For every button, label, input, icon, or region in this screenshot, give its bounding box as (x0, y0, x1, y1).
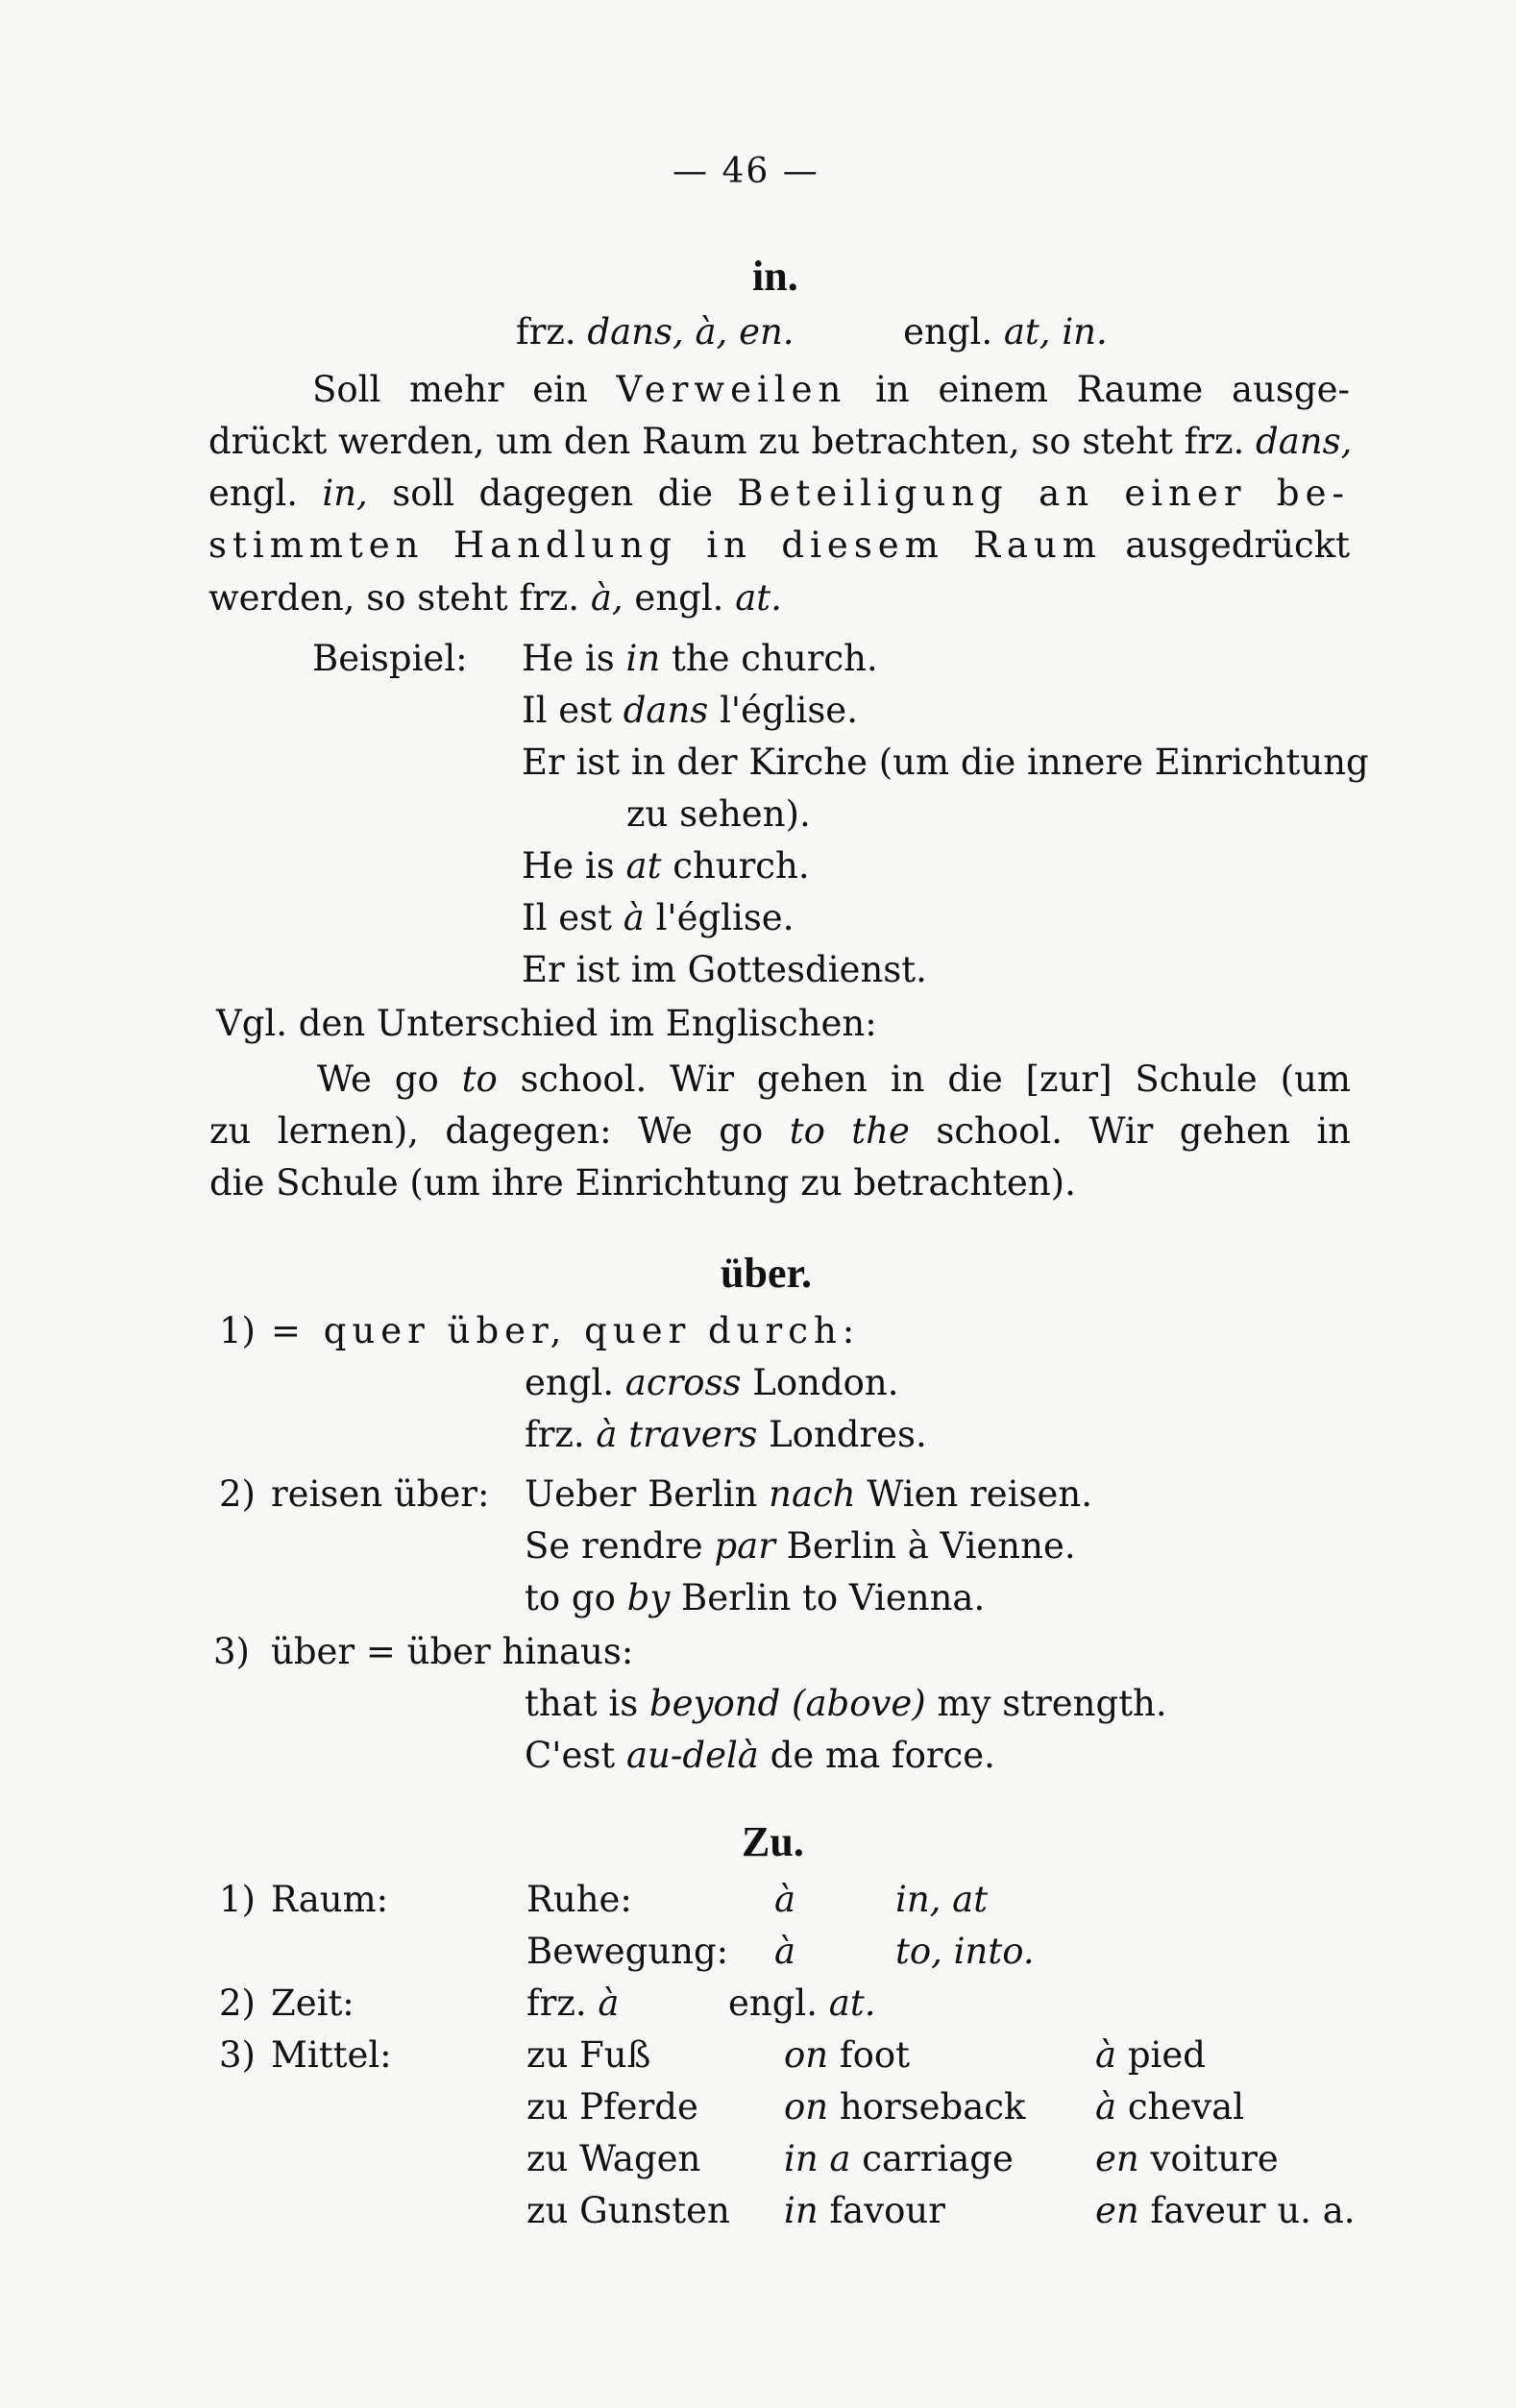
en-words: at, in. (1003, 311, 1108, 353)
means-de-3: zu Gunsten (526, 2190, 730, 2231)
ueber-item1-label: = quer über, quer durch: (271, 1310, 861, 1351)
means-fr-0: à pied (1095, 2034, 1206, 2076)
means-de-2: zu Wagen (526, 2138, 701, 2179)
ueber-item3-fr: C'est au-delà de ma force. (525, 1735, 995, 1776)
zu-row3-num: 3) (219, 2034, 256, 2076)
para2-line3: die Schule (um ihre Einrichtung zu betrachten). (209, 1162, 1076, 1204)
zu-row2-label: Zeit: (271, 1982, 355, 2024)
means-fr-2: en voiture (1095, 2138, 1279, 2179)
means-en-0: on foot (784, 2034, 910, 2076)
means-en-3: in favour (784, 2190, 945, 2231)
fr-words: dans, à, en. (587, 311, 795, 353)
para1-line3: engl. in, soll dagegen die Beteiligung an einer be- (208, 473, 1351, 514)
page-number: — 46 — (672, 152, 819, 191)
heading-zu: Zu. (742, 1818, 804, 1865)
ueber-item1-en: engl. across London. (525, 1362, 899, 1403)
zu-row2-c1: frz. à (526, 1982, 620, 2024)
para2-line2: zu lernen), dagegen: We go to the school. Wir gehen in (209, 1110, 1351, 1152)
means-en-1: on horseback (784, 2086, 1026, 2128)
zu-row1-num: 1) (219, 1879, 256, 1920)
ueber-item2-de: Ueber Berlin nach Wien reisen. (525, 1473, 1092, 1515)
zu-row1-label: Raum: (271, 1879, 389, 1920)
ueber-item2-num: 2) (219, 1473, 256, 1515)
zu-row2-num: 2) (219, 1982, 256, 2024)
example-5: Il est à l'église. (522, 897, 795, 938)
example-3: Er ist in der Kirche (um die innere Einrichtung (522, 742, 1369, 783)
means-de-1: zu Pferde (526, 2086, 698, 2128)
ueber-item2-label: reisen über: (271, 1473, 490, 1515)
example-6: Er ist im Gottesdienst. (522, 949, 927, 990)
ueber-item2-en: to go by Berlin to Vienna. (525, 1577, 986, 1618)
ueber-item2-fr: Se rendre par Berlin à Vienne. (525, 1525, 1076, 1567)
means-fr-1: à cheval (1095, 2086, 1245, 2128)
para2-line1: We go to school. Wir gehen in die [zur] Schule (um (317, 1058, 1352, 1100)
zu-row1b-c3: to, into. (895, 1931, 1035, 1972)
ueber-item1-num: 1) (219, 1310, 256, 1351)
ueber-item3-num: 3) (213, 1631, 250, 1672)
example-2: Il est dans l'église. (522, 690, 858, 731)
para1-line5: werden, so steht frz. à, engl. at. (208, 577, 782, 619)
vgl-line: Vgl. den Unterschied im Englischen: (216, 1003, 877, 1044)
heading-in: in. (752, 253, 798, 300)
en-label: engl. (903, 311, 993, 353)
means-de-0: zu Fuß (526, 2034, 651, 2076)
means-fr-3: en faveur u. a. (1095, 2190, 1356, 2231)
means-en-2: in a carriage (784, 2138, 1014, 2179)
zu-row1-c1: Ruhe: (526, 1879, 632, 1920)
para1-line4: stimmten Handlung in diesem Raum ausgedrückt (208, 524, 1351, 566)
zu-row1-c3: in, at (895, 1879, 989, 1920)
zu-row1b-c1: Bewegung: (526, 1931, 729, 1972)
zu-row1-c2: à (774, 1879, 796, 1920)
heading-ueber: über. (721, 1250, 812, 1297)
para1-line1: Soll mehr ein Verweilen in einem Raume ausge- (312, 369, 1350, 410)
zu-row3-label: Mittel: (271, 2034, 392, 2076)
zu-row2-c3: engl. at. (728, 1982, 876, 2024)
zu-row1b-c2: à (774, 1931, 796, 1972)
ueber-item3-en: that is beyond (above) my strength. (525, 1683, 1167, 1724)
ueber-item1-fr: frz. à travers Londres. (525, 1414, 927, 1455)
in-translations (516, 307, 1108, 357)
example-1: He is in the church. (522, 638, 878, 679)
example-4: He is at church. (522, 845, 810, 887)
fr-label: frz. (516, 311, 576, 353)
example-3b: zu sehen). (626, 793, 811, 835)
example-label: Beispiel: (312, 638, 468, 679)
para1-line2: drückt werden, um den Raum zu betrachten, so steht frz. dans, (208, 421, 1353, 462)
ueber-item3-label: über = über hinaus: (271, 1631, 634, 1672)
